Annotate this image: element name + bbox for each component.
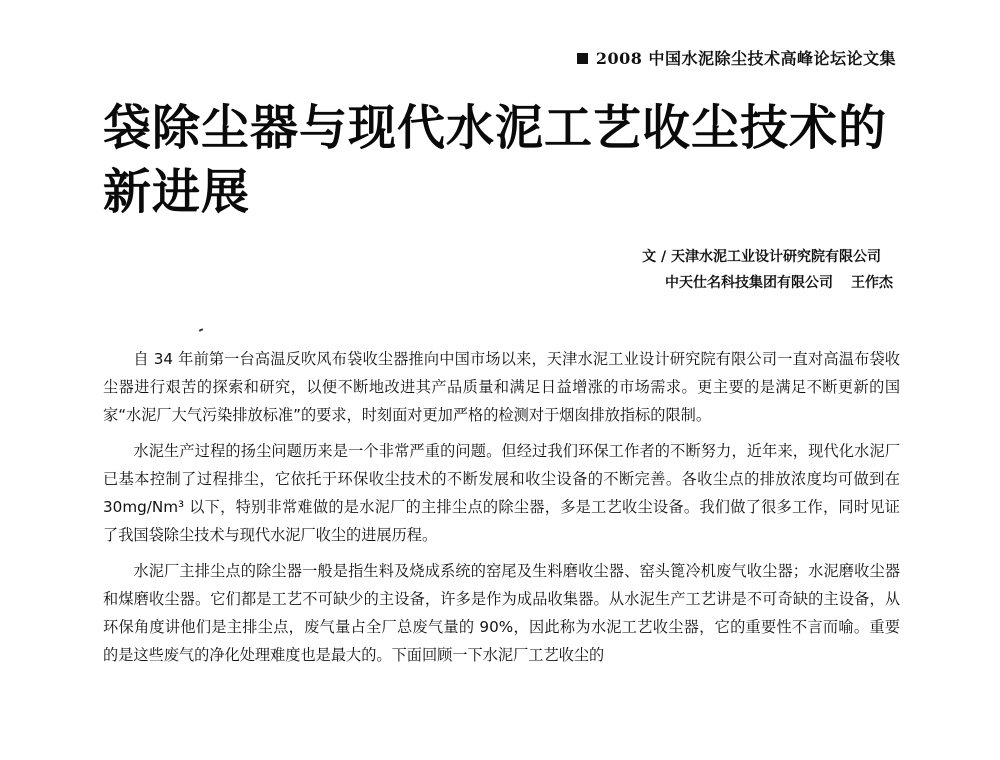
byline-prefix: 文 /	[642, 249, 667, 265]
paragraph-1: 自 34 年前第一台高温反吹风布袋收尘器推向中国市场以来，天津水泥工业设计研究院有限公司一直对高温布袋收尘器进行艰苦的探索和研究，以便不断地改进其产品质量和满足日益增涨的市场需求。更主要的是满足不断更新的国家“水泥厂大气污染排放标准”的要求，时刻面对更加严格的检测对于烟囱排放指标的限制。	[103, 350, 900, 424]
article-body	[103, 345, 900, 677]
byline-row-2	[642, 270, 893, 296]
byline-row-1	[642, 244, 881, 270]
running-header	[577, 46, 896, 69]
affiliation-1: 天津水泥工业设计研究院有限公司	[671, 249, 881, 265]
running-header-title: 2008 中国水泥除尘技术高峰论坛论文集	[595, 49, 896, 68]
square-bullet-icon	[577, 53, 588, 64]
author-name: 王作杰	[851, 275, 893, 291]
paragraph-3: 水泥厂主排尘点的除尘器一般是指生料及烧成系统的窑尾及生料磨收尘器、窑头篦冷机废气收尘器；水泥磨收尘器和煤磨收尘器。它们都是工艺不可缺少的主设备，许多是作为成品收集器。从水泥生产工艺讲是不可奇缺的主设备，从环保角度讲他们是主排尘点，废气量占全厂总废气量的 90%，因此称为水泥工艺收尘器，它的重要性不言而喻。重要的是这些废气的净化处理难度也是最大的。下面回顾一下水泥厂工艺收尘的	[103, 562, 900, 664]
article-title-line-1: 袋除尘器与现代水泥工艺收尘技术的	[103, 100, 888, 156]
article-title-line-2: 新进展	[103, 164, 251, 220]
article-title	[103, 96, 903, 224]
scan-speck	[199, 328, 203, 332]
affiliation-2: 中天仕名科技集团有限公司	[665, 275, 833, 291]
byline	[642, 244, 893, 296]
paragraph-2: 水泥生产过程的扬尘问题历来是一个非常严重的问题。但经过我们环保工作者的不断努力，近年来，现代化水泥厂已基本控制了过程排尘，它依托于环保收尘技术的不断发展和收尘设备的不断完善。各收尘点的排放浓度均可做到在 30mg/Nm³ 以下，特别非常难做的是水泥厂的主排尘点的除尘器，多是工艺收尘设备。我们做了很多工作，同时见证了我国袋除尘技术与现代水泥厂收尘的进展历程。	[103, 442, 900, 544]
